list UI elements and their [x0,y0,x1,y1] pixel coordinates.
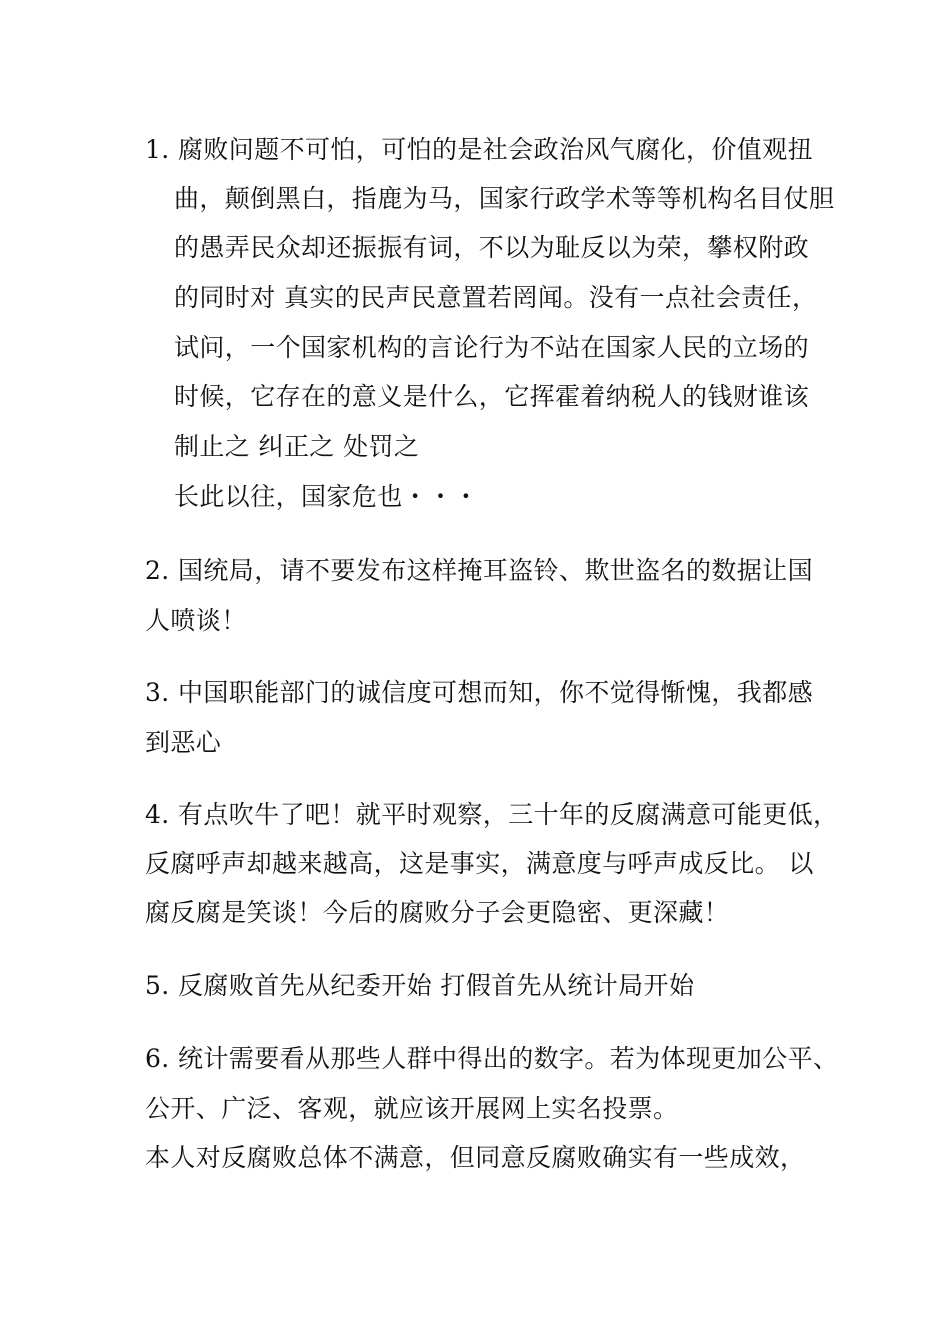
item-4-line-1: 4. 有点吹牛了吧！就平时观察，三十年的反腐满意可能更低， [145,800,839,829]
item-1-line-7: 制止之 纠正之 处罚之 [174,432,420,461]
item-1-line-6: 时候，它存在的意义是什么，它挥霍着纳税人的钱财谁该 [174,382,810,411]
item-2-line-2: 人喷谈！ [145,606,247,635]
item-6-line-2: 公开、广泛、客观，就应该开展网上实名投票。 [145,1094,679,1123]
item-1-line-8: 长此以往，国家危也・・・ [174,482,479,511]
item-2-line-1: 2. 国统局，请不要发布这样掩耳盗铃、欺世盗名的数据让国 [145,556,814,585]
item-1-line-4: 的同时对 真实的民声民意置若罔闻。没有一点社会责任， [174,283,818,312]
item-6-line-3: 本人对反腐败总体不满意，但同意反腐败确实有一些成效， [145,1143,806,1172]
item-3-line-1: 3. 中国职能部门的诚信度可想而知，你不觉得惭愧，我都感 [145,678,814,707]
item-4-line-3: 腐反腐是笑谈！今后的腐败分子会更隐密、更深藏！ [145,898,730,927]
item-6-line-1: 6. 统计需要看从那些人群中得出的数字。若为体现更加公平、 [145,1044,839,1073]
item-3-line-2: 到恶心 [145,728,222,757]
item-1-line-3: 的愚弄民众却还振振有词，不以为耻反以为荣，攀权附政 [174,233,810,262]
item-5-line-1: 5. 反腐败首先从纪委开始 打假首先从统计局开始 [145,971,695,1000]
item-1-line-5: 试问，一个国家机构的言论行为不站在国家人民的立场的 [174,333,810,362]
item-4-line-2: 反腐呼声却越来越高，这是事实，满意度与呼声成反比。 以 [145,849,814,878]
item-1-line-2: 曲，颠倒黑白，指鹿为马，国家行政学术等等机构名目仗胆 [174,184,835,213]
item-1-line-1: 1. 腐败问题不可怕，可怕的是社会政治风气腐化，价值观扭 [145,135,814,164]
